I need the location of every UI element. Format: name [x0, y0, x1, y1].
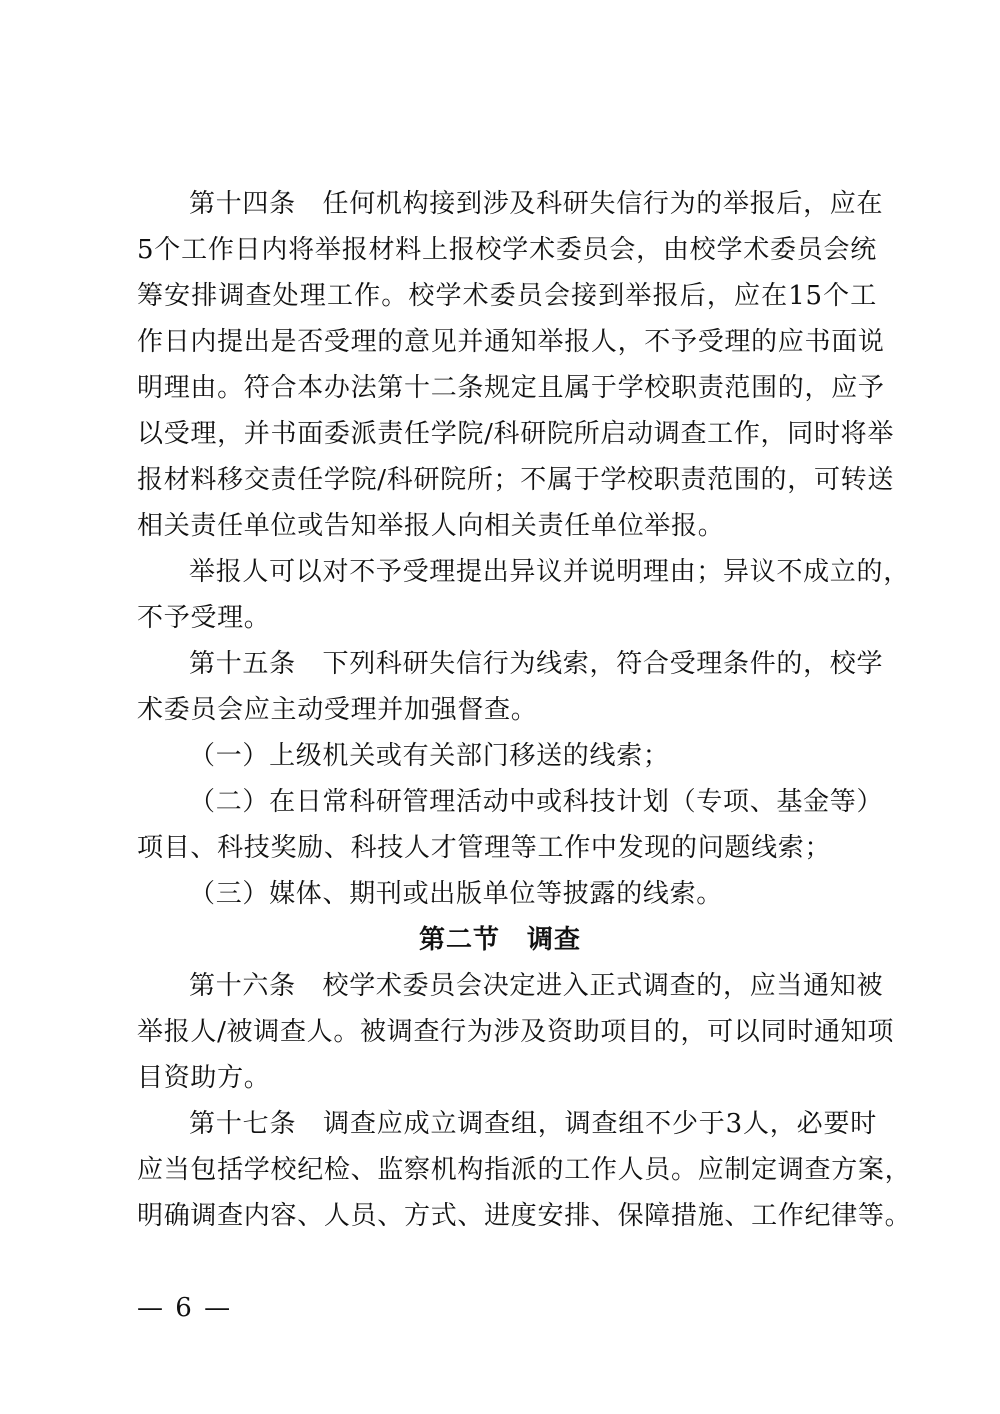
article-14-line-2: 5个工作日内将举报材料上报校学术委员会，由校学术委员会统: [137, 235, 877, 265]
article-16-line-1: 第十六条 校学术委员会决定进入正式调查的，应当通知被: [189, 971, 884, 1001]
article-16-line-2: 举报人/被调查人。被调查行为涉及资助项目的，可以同时通知项: [137, 1017, 895, 1047]
article-15-item-2-line-1: （二）在日常科研管理活动中或科技计划（专项、基金等）: [189, 787, 884, 817]
article-14-line-7: 报材料移交责任学院/科研院所；不属于学校职责范围的，可转送: [137, 465, 895, 495]
article-17-line-1: 第十七条 调查应成立调查组，调查组不少于3人，必要时: [189, 1109, 877, 1139]
article-14-line-3: 筹安排调查处理工作。校学术委员会接到举报后，应在15个工: [137, 281, 877, 311]
page-number: — 6 —: [137, 1293, 233, 1323]
article-14-line-5: 明理由。符合本办法第十二条规定且属于学校职责范围的，应予: [137, 373, 885, 403]
article-14-line-6: 以受理，并书面委派责任学院/科研院所启动调查工作，同时将举: [137, 419, 895, 449]
article-15-item-2-line-2: 项目、科技奖励、科技人才管理等工作中发现的问题线索；: [137, 833, 832, 863]
objection-line-1: 举报人可以对不予受理提出异议并说明理由；异议不成立的，: [189, 557, 910, 587]
article-14-line-4: 作日内提出是否受理的意见并通知举报人，不予受理的应书面说: [137, 327, 885, 357]
article-16-line-3: 目资助方。: [137, 1063, 271, 1093]
article-15-item-1: （一）上级机关或有关部门移送的线索；: [189, 741, 670, 771]
article-14-line-8: 相关责任单位或告知举报人向相关责任单位举报。: [137, 511, 725, 541]
article-14-line-1: 第十四条 任何机构接到涉及科研失信行为的举报后，应在: [189, 189, 884, 219]
article-15-line-1: 第十五条 下列科研失信行为线索，符合受理条件的，校学: [189, 649, 884, 679]
article-17-line-3: 明确调查内容、人员、方式、进度安排、保障措施、工作纪律等。: [137, 1201, 912, 1231]
article-15-item-3: （三）媒体、期刊或出版单位等披露的线索。: [189, 879, 724, 909]
article-15-line-2: 术委员会应主动受理并加强督查。: [137, 695, 538, 725]
article-17-line-2: 应当包括学校纪检、监察机构指派的工作人员。应制定调查方案，: [137, 1155, 912, 1185]
section-heading: 第二节 调查: [418, 925, 581, 955]
objection-line-2: 不予受理。: [137, 603, 271, 633]
